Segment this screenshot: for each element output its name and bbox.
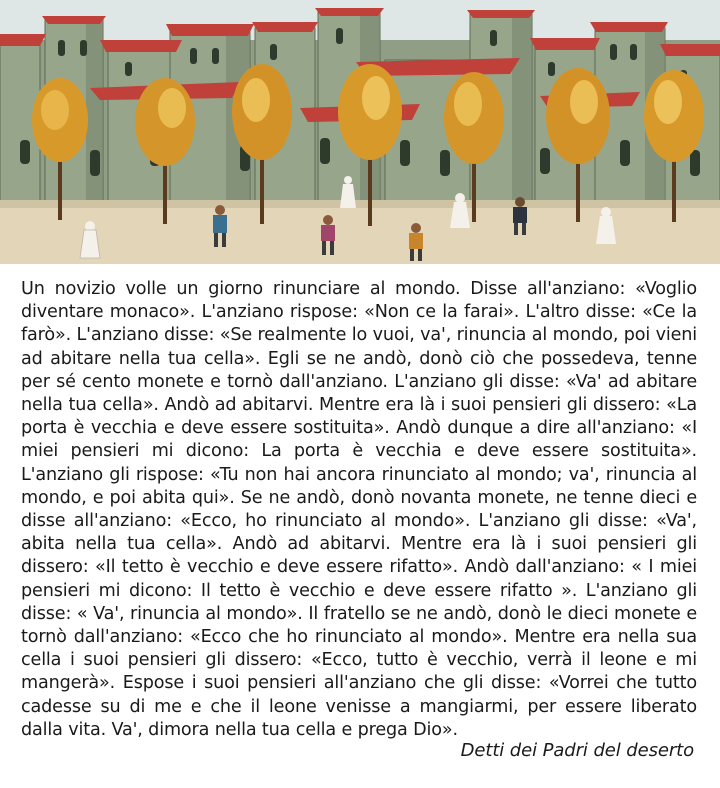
story-text: Un novizio volle un giorno rinunciare al mondo. Disse all'anziano: «Voglio diventare monaco». L'anziano rispose: «Non ce la farai». L'altro disse: «Ce la farò». L'anziano disse: «Se realmente lo vuoi, va', rinuncia al mondo, poi vieni ad abitare nella tua cella». Egli se ne andò, donò ciò che possedeva, tenne per sé cento monete e tornò dall'anziano. L'anziano gli disse: «Va' ad abitare nella tua cella». Andò ad abitarvi. Mentre era là i suoi pensieri gli dissero: «La porta è vecchia e deve essere sostituita». Andò dunque a dire all'anziano: «I miei pensieri mi dicono: La porta è vecchia e deve essere sostituita». L'anziano gli rispose: «Tu non hai ancora rinunciato al mondo; va', rinuncia al mondo, e poi abita qui». Se ne andò, donò novanta monete, ne tenne dieci e disse all'anziano: «Ecco, ho rinunciato al mondo». L'anziano gli disse: «Va', abita nella tua cella». Andò ad abitarvi. Mentre era là i suoi pensieri gli dissero: «Il tetto è vecchio e deve essere rifatto». Andò dall'anziano: « I miei pensieri mi dicono: Il tetto è vecchio e deve essere rifatto ». L'anziano gli disse: « Va', rinuncia al mondo». Il fratello se ne andò, donò le dieci monete e tornò dall'anziano: «Ecco che ho rinunciato al mondo». Mentre era nella sua cella i suoi pensieri gli dissero: «Ecco, tutto è vecchio, verrà il leone e mi mangerà». Espose i suoi pensieri all'anziano che gli disse: «Vorrei che tutto cadesse su di me e che il leone venisse a mangiarmi, per essere liberato dalla vita. Va', dimora nella tua cella e prega Dio». <box>21 279 697 740</box>
town-painting <box>0 0 720 264</box>
source-attribution: Detti dei Padri del deserto <box>460 740 694 761</box>
town-painting-art <box>0 0 720 264</box>
